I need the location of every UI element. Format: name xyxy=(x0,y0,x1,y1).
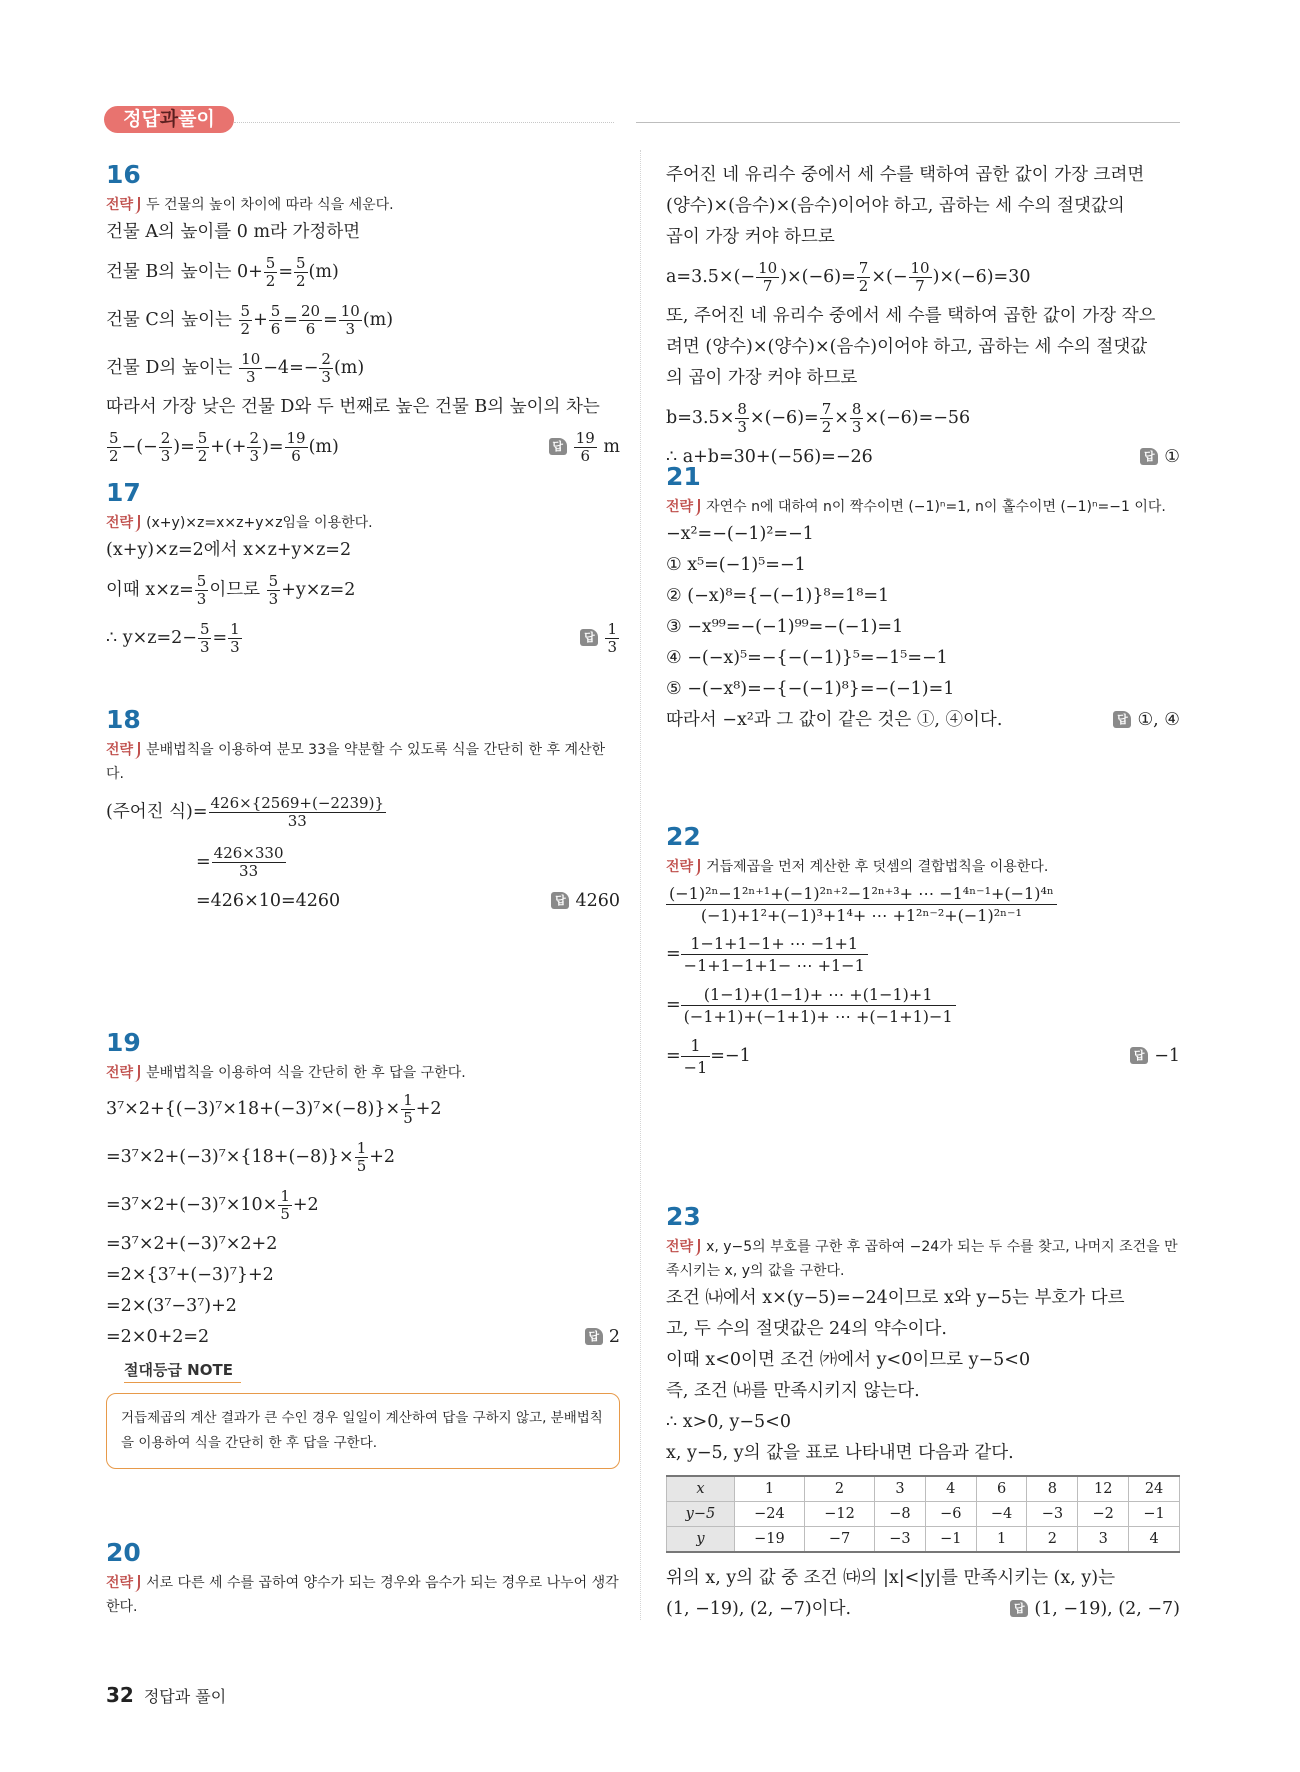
problem-17: 17 전략 (x+y)×z=x×z+y×z임을 이용한다. (x+y)×z=2에서 x×z+y×z=2 이때 x×z= $\frac{5}{3}$ 이므로 $\frac{5}{3}$ +y×z=2 ∴ y×z=2− $\frac{5}{3}$ = $\frac{1}{3}$ 답 $\frac{1}{3}$ xyxy=(106,478,620,662)
footer-title: 정답과 풀이 xyxy=(143,1687,227,1706)
strategy: 전략 거듭제곱을 먼저 계산한 후 덧셈의 결합법칙을 이용한다. xyxy=(666,859,1049,875)
problem-22: 22 전략 거듭제곱을 먼저 계산한 후 덧셈의 결합법칙을 이용한다. $\frac{\text{(−1)²ⁿ−1²ⁿ⁺¹+(−1)²ⁿ⁺²−1²ⁿ⁺³+ ⋯ −1⁴ⁿ⁻¹+(−1)⁴ⁿ}}{\text{(−1)+1²+(−1)³+1⁴+ ⋯ +1²ⁿ⁻²+(−1)²ⁿ⁻¹}}$ = $\frac{1-1+1-1+ \cdots -1+1}{-1+1-1+1- \cdots +1-1}$ = $\frac{(1-1)+(1-1)+ \cdots +(1-1)+1}{(-1+1)+(-1+1)+ \cdots +(-1+1)-1}$ = $\frac{1}{-1}$ =−1 답 −1 xyxy=(666,822,1180,1081)
answer-icon: 답 xyxy=(1140,448,1158,465)
answer-icon: 답 xyxy=(551,892,569,909)
answer-icon: 답 xyxy=(1113,711,1131,728)
problem-20 xyxy=(106,1538,620,1619)
strategy: 전략 (x+y)×z=x×z+y×z임을 이용한다. xyxy=(106,515,373,531)
strategy: 전략 분배법칙을 이용하여 분모 33을 약분할 수 있도록 식을 간단히 한 후 계산한다. xyxy=(106,742,606,782)
problem-number: 17 xyxy=(106,478,141,507)
problem-number: 22 xyxy=(666,822,701,851)
problem-number: 21 xyxy=(666,462,701,491)
answer: 답 ① xyxy=(1140,442,1180,473)
header-divider-left xyxy=(234,122,614,123)
answer: 답 $\frac{1}{3}$ xyxy=(580,614,620,662)
answer: 답 ①, ④ xyxy=(1113,705,1180,736)
problem-number: 16 xyxy=(106,160,141,189)
answer: 답 2 xyxy=(585,1322,620,1353)
table-row: x 1 2 3 4 6 8 12 24 xyxy=(667,1476,1180,1502)
problem-18: 18 전략 분배법칙을 이용하여 분모 33을 약분할 수 있도록 식을 간단히 한 후 계산한다. (주어진 식)= $\frac{426\times\{2569+(-2239)\}}{33}$ = $\frac{426\times 330}{33}$ =426×10=4260 답 4260 xyxy=(106,705,620,917)
answer-icon: 답 xyxy=(549,438,567,455)
problem-16: 16 전략 두 건물의 높이 차이에 따라 식을 세운다. 건물 A의 높이를 0 m라 가정하면 건물 B의 높이는 0+ $\frac{5}{2}$ = $\frac{5}{2}$ (m) 건물 C의 높이는 $\frac{5}{2}$ + $\frac{5}{6}$ = $\frac{20}{6}$ = $\frac{10}{3}$ (m) 건물 D의 높이는 $\frac{10}{3}$ −4=− $\frac{2}{3}$ (m) 따라서 가장 낮은 건물 D와 두 번째로 높은 건물 B의 높이의 차는 $\frac{5}{2}$ −(− $\frac{2}{3}$ )= $\frac{5}{2}$ +(+ $\frac{2}{3}$ )= $\frac{19}{6}$ (m) 답 $\frac{19}{6}$ m xyxy=(106,160,620,471)
answer-icon: 답 xyxy=(585,1328,603,1345)
problem-19: 19 전략 분배법칙을 이용하여 식을 간단히 한 후 답을 구한다. 3⁷×2+{(−3)⁷×18+(−3)⁷×(−8)}× $\frac{1}{5}$ +2 =3⁷×2+(−3)⁷×{18+(−8)}× $\frac{1}{5}$ +2 =3⁷×2+(−3)⁷×10× $\frac{1}{5}$ +2 =3⁷×2+(−3)⁷×2+2 =2×{3⁷+(−3)⁷}+2 =2×(3⁷−3⁷)+2 =2×0+2=2 답 2 절대등급 NOTE 거듭제곱의 계산 결과가 큰 수인 경우 일일이 계산하여 답을 구하지 않고, 분배법칙을 이용하여 식을 간단히 한 후 답을 구한다. xyxy=(106,1028,620,1469)
problem-number: 19 xyxy=(106,1028,141,1057)
answer: 답 $\frac{19}{6}$ m xyxy=(549,423,620,471)
header-divider-right xyxy=(636,122,1180,123)
note-box: 거듭제곱의 계산 결과가 큰 수인 경우 일일이 계산하여 답을 구하지 않고, 분배법칙을 이용하여 식을 간단히 한 후 답을 구한다. xyxy=(106,1393,620,1469)
page-number: 32 xyxy=(106,1683,134,1707)
answer-icon: 답 xyxy=(580,629,598,646)
header-badge: 정답과풀이 xyxy=(104,106,234,133)
answer-icon: 답 xyxy=(1130,1047,1148,1064)
problem-number: 18 xyxy=(106,705,141,734)
problem-20-continued: 주어진 네 유리수 중에서 세 수를 택하여 곱한 값이 가장 크려면 (양수)×(음수)×(음수)이어야 하고, 곱하는 세 수의 절댓값의 곱이 가장 커야 하므로 a=3.5×(− $\frac{10}{7}$ )×(−6)= $\frac{7}{2}$ ×(− $\frac{10}{7}$ )×(−6)=30 또, 주어진 네 유리수 중에서 세 수를 택하여 곱한 값이 가장 작으 려면 (양수)×(양수)×(음수)이어야 하고, 곱하는 세 수의 절댓값 의 곱이 가장 커야 하므로 b=3.5× $\frac{8}{3}$ ×(−6)= $\frac{7}{2}$ × $\frac{8}{3}$ ×(−6)=−56 ∴ a+b=30+(−56)=−26 답 ① xyxy=(666,160,1180,473)
strategy: 전략 자연수 n에 대하여 n이 짝수이면 (−1)ⁿ=1, n이 홀수이면 (−1)ⁿ=−1 이다. xyxy=(666,499,1166,515)
strategy: 전략 서로 다른 세 수를 곱하여 양수가 되는 경우와 음수가 되는 경우로 나누어 생각한다. xyxy=(106,1575,619,1615)
answer: 답 4260 xyxy=(551,886,620,917)
problem-number: 20 xyxy=(106,1538,141,1567)
problem-23: 23 전략 x, y−5의 부호를 구한 후 곱하여 −24가 되는 두 수를 찾고, 나머지 조건을 만족시키는 x, y의 값을 구한다. 조건 ㈏에서 x×(y−5)=−24이므로 x와 y−5는 부호가 다르 고, 두 수의 절댓값은 24의 약수이다. 이때 x<0이면 조건 ㈎에서 y<0이므로 y−5<0 즉, 조건 ㈏를 만족시키지 않는다. ∴ x>0, y−5<0 x, y−5, y의 값을 표로 나타내면 다음과 같다. x 1 2 3 4 6 8 12 24 y−5 −24 −12 −8 −6 −4 −3 −2 −1 y −19 −7 −3 −1 1 2 3 4 위의 x, y의 값 중 조건 ㈐의 |x|<|y|를 만족시키는 (x, y)는 (1, −19), (2, −7)이다. 답 (1, −19), (2, −7) xyxy=(666,1202,1180,1625)
strategy: 전략 분배법칙을 이용하여 식을 간단히 한 후 답을 구한다. xyxy=(106,1065,466,1081)
page-footer xyxy=(106,1683,226,1707)
table-row: y −19 −7 −3 −1 1 2 3 4 xyxy=(667,1527,1180,1553)
answer: 답 (1, −19), (2, −7) xyxy=(1010,1594,1180,1625)
strategy: 전략 두 건물의 높이 차이에 따라 식을 세운다. xyxy=(106,197,394,213)
table-row: y−5 −24 −12 −8 −6 −4 −3 −2 −1 xyxy=(667,1502,1180,1527)
column-separator xyxy=(640,150,641,1620)
note-label: 절대등급 NOTE xyxy=(124,1359,241,1383)
value-table xyxy=(666,1475,1180,1553)
answer-icon: 답 xyxy=(1010,1600,1028,1617)
problem-number: 23 xyxy=(666,1202,701,1231)
answer: 답 −1 xyxy=(1130,1031,1180,1081)
problem-21: 21 전략 자연수 n에 대하여 n이 짝수이면 (−1)ⁿ=1, n이 홀수이면 (−1)ⁿ=−1 이다. −x²=−(−1)²=−1 ① x⁵=(−1)⁵=−1 ② (−x)⁸={−(−1)}⁸=1⁸=1 ③ −x⁹⁹=−(−1)⁹⁹=−(−1)=1 ④ −(−x)⁵=−{−(−1)}⁵=−1⁵=−1 ⑤ −(−x⁸)=−{−(−1)⁸}=−(−1)=1 따라서 −x²과 그 값이 같은 것은 ①, ④이다. 답 ①, ④ xyxy=(666,462,1180,736)
strategy: 전략 x, y−5의 부호를 구한 후 곱하여 −24가 되는 두 수를 찾고, 나머지 조건을 만족시키는 x, y의 값을 구한다. xyxy=(666,1239,1178,1279)
